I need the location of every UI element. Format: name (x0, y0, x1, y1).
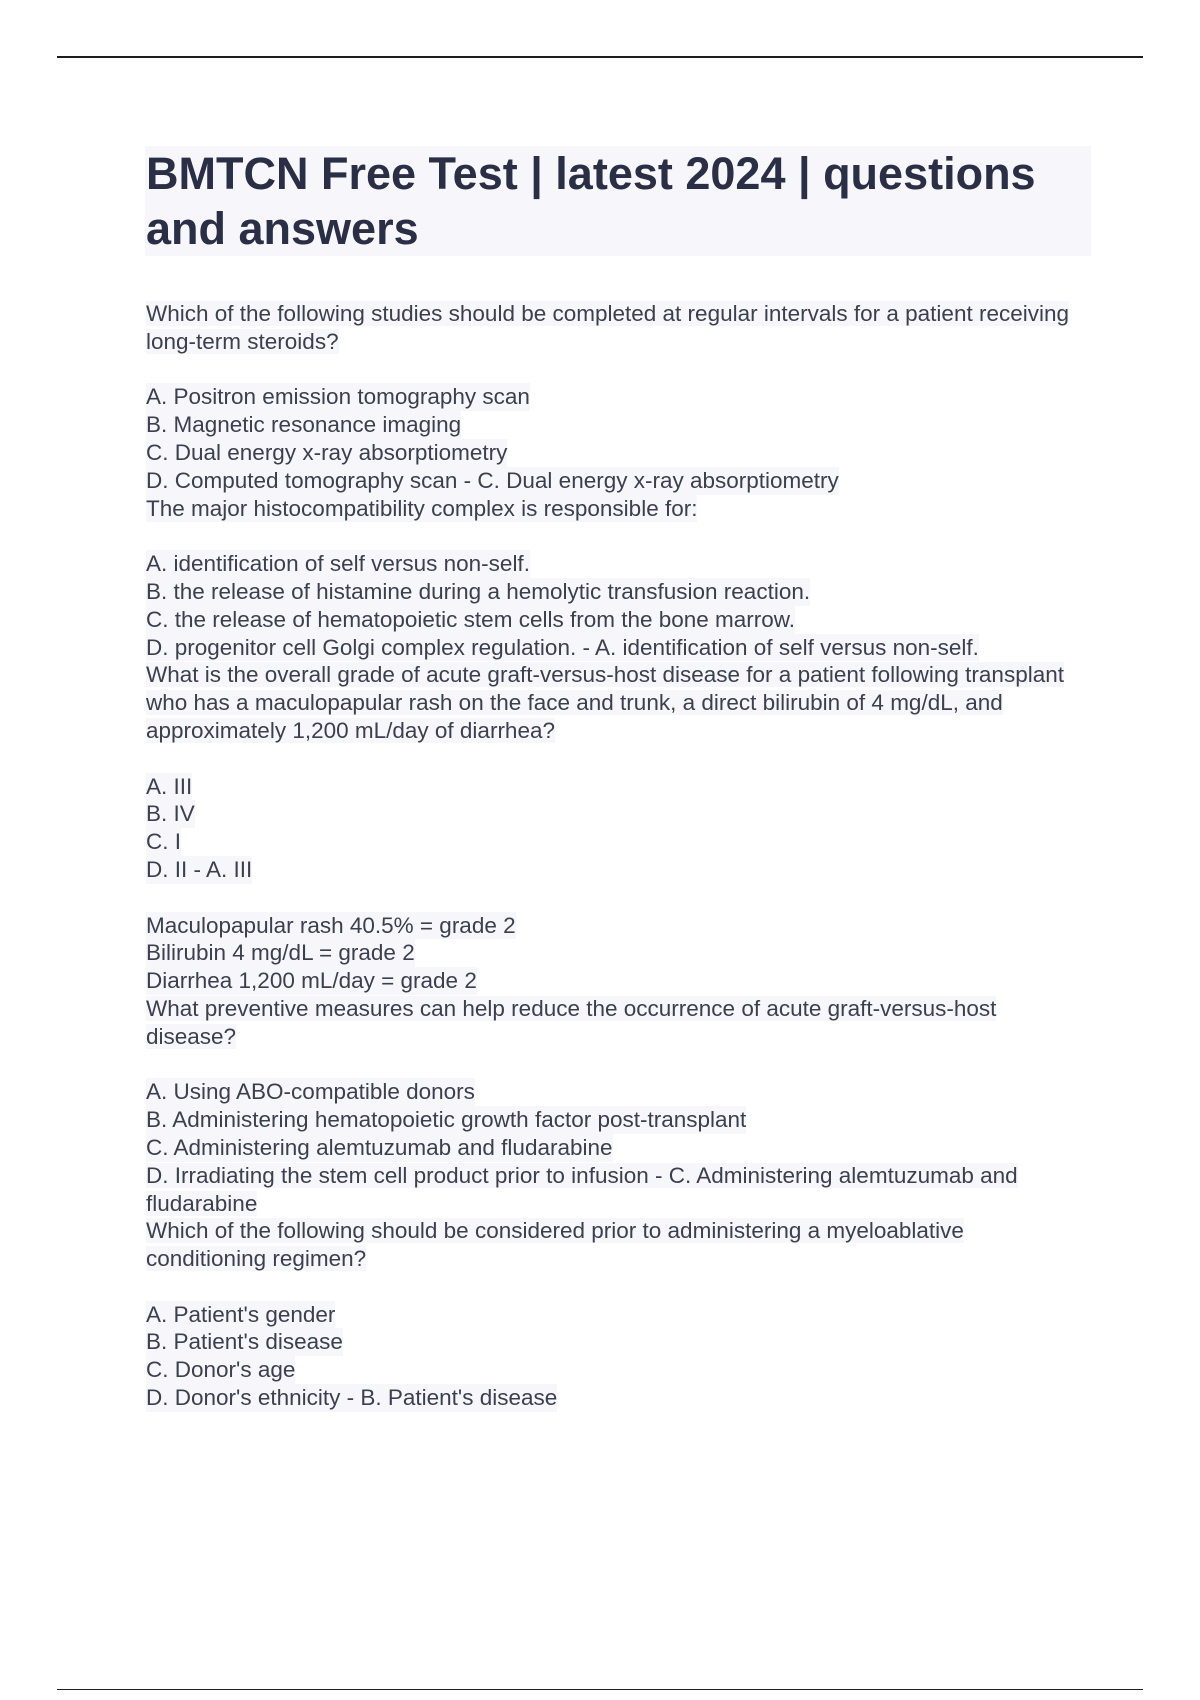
bottom-rule (57, 1689, 1143, 1690)
question-text: The major histocompatibility complex is responsible for: (146, 495, 698, 521)
explanation-line: Diarrhea 1,200 mL/day = grade 2 (146, 968, 477, 994)
answer-option: A. Using ABO-compatible donors (146, 1079, 475, 1105)
qa-content (146, 300, 1076, 1412)
answer-option: C. I (146, 829, 182, 855)
explanation-line: Maculopapular rash 40.5% = grade 2 (146, 912, 516, 938)
document-title: BMTCN Free Test | latest 2024 | questions and answers (146, 148, 1036, 254)
question-text: What is the overall grade of acute graft-versus-host disease for a patient following transplant who has a maculopapular rash on the face and trunk, a direct bilirubin of 4 mg/dL, and approximately 1,200 mL/day of diarrhea? (146, 662, 1064, 743)
answer-option: C. Administering alemtuzumab and fludarabine (146, 1134, 613, 1160)
answer-option: A. Positron emission tomography scan (146, 384, 530, 410)
answer-option: C. Dual energy x-ray absorptiometry (146, 439, 508, 465)
answer-option: B. Administering hematopoietic growth factor post-transplant (146, 1107, 747, 1133)
answer-option: D. Irradiating the stem cell product prior to infusion - C. Administering alemtuzumab and fludarabine (146, 1162, 1018, 1216)
answer-option: D. Computed tomography scan - C. Dual energy x-ray absorptiometry (146, 467, 839, 493)
answer-option: C. Donor's age (146, 1357, 296, 1383)
answer-option: B. the release of histamine during a hemolytic transfusion reaction. (146, 578, 811, 604)
question-text: What preventive measures can help reduce the occurrence of acute graft-versus-host disease? (146, 995, 997, 1049)
explanation-line: Bilirubin 4 mg/dL = grade 2 (146, 940, 415, 966)
answer-option: A. III (146, 773, 193, 799)
answer-option: A. identification of self versus non-self. (146, 551, 530, 577)
answer-option: D. Donor's ethnicity - B. Patient's disease (146, 1385, 558, 1411)
answer-option: A. Patient's gender (146, 1301, 336, 1327)
answer-option: D. II - A. III (146, 856, 253, 882)
question-text: Which of the following should be considered prior to administering a myeloablative conditioning regimen? (146, 1218, 964, 1272)
answer-option: B. Patient's disease (146, 1329, 343, 1355)
answer-option: C. the release of hematopoietic stem cells from the bone marrow. (146, 606, 796, 632)
top-rule (57, 56, 1143, 58)
answer-option: D. progenitor cell Golgi complex regulation. - A. identification of self versus non-self. (146, 634, 979, 660)
question-text: Which of the following studies should be completed at regular intervals for a patient receiving long-term steroids? (146, 301, 1070, 354)
answer-option: B. IV (146, 801, 195, 827)
answer-option: B. Magnetic resonance imaging (146, 412, 462, 438)
